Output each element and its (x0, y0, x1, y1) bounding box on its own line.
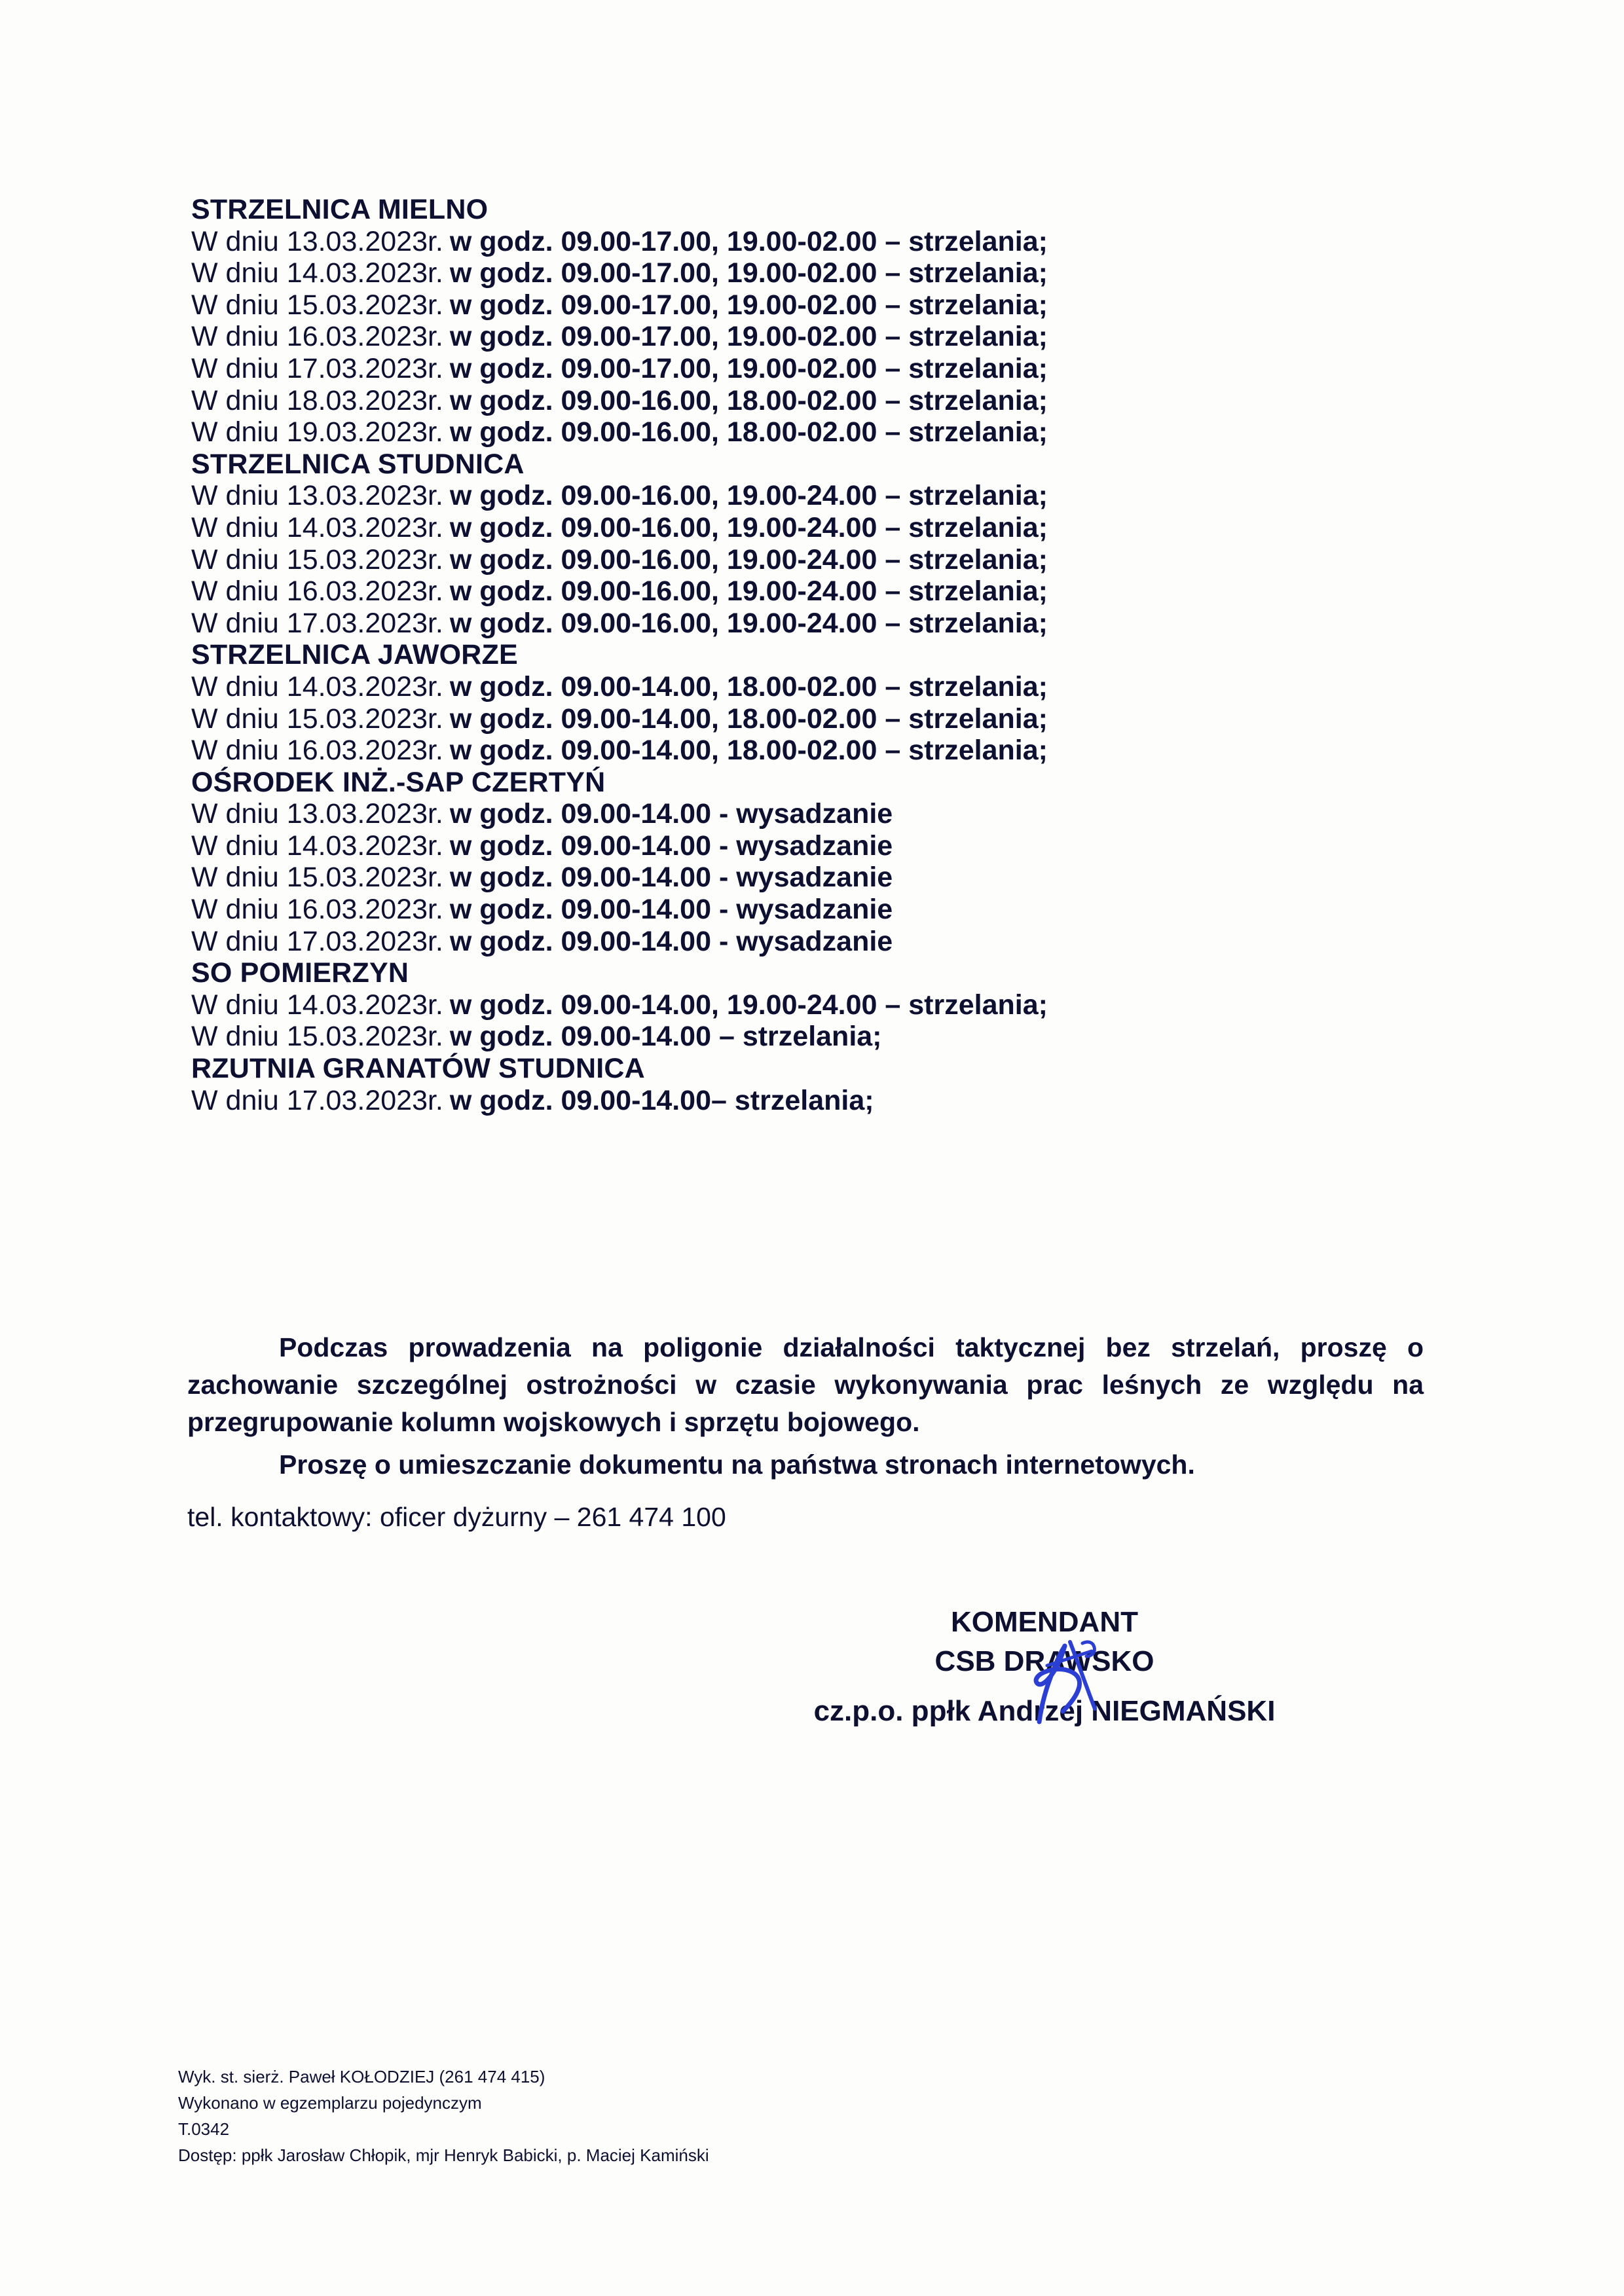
schedule-entry-detail: w godz. 09.00-16.00, 19.00-24.00 – strzelania; (449, 511, 1048, 543)
schedule-entry (191, 735, 1475, 767)
schedule-entry-detail: w godz. 09.00-14.00– strzelania; (449, 1084, 874, 1116)
schedule-entry-date: W dniu 13.03.2023r. (191, 798, 443, 830)
schedule-entry-detail: w godz. 09.00-16.00, 18.00-02.00 – strzelania; (449, 384, 1048, 416)
schedule-entry (191, 226, 1475, 258)
schedule-entry-date: W dniu 14.03.2023r. (191, 670, 443, 702)
schedule-entry (191, 512, 1475, 544)
schedule-entry-date: W dniu 14.03.2023r. (191, 257, 443, 289)
schedule-entry-date: W dniu 16.03.2023r. (191, 894, 443, 926)
schedule-entry-date: W dniu 15.03.2023r. (191, 543, 443, 575)
schedule-entry-date: W dniu 15.03.2023r. (191, 1021, 443, 1053)
schedule-entry (191, 289, 1475, 321)
schedule-entry-detail: w godz. 09.00-14.00 - wysadzanie (449, 862, 893, 894)
schedule-entry-detail: w godz. 09.00-16.00, 19.00-24.00 – strzelania; (449, 607, 1048, 639)
schedule-entry-detail: w godz. 09.00-14.00 - wysadzanie (449, 894, 893, 926)
footer-block (178, 2064, 709, 2168)
notice-block (187, 1329, 1424, 1484)
schedule-entry (191, 544, 1475, 576)
schedule-entry-date: W dniu 16.03.2023r. (191, 321, 443, 353)
schedule-entry-detail: w godz. 09.00-17.00, 19.00-02.00 – strzelania; (449, 321, 1048, 353)
schedule-entry-detail: w godz. 09.00-16.00, 19.00-24.00 – strzelania; (449, 575, 1048, 608)
schedule-entry-date: W dniu 17.03.2023r. (191, 1084, 443, 1116)
schedule-entry-date: W dniu 15.03.2023r. (191, 289, 443, 321)
schedule-entry-detail: w godz. 09.00-14.00, 18.00-02.00 – strzelania; (449, 702, 1048, 735)
schedule-section-heading: OŚRODEK INŻ.-SAP CZERTYŃ (191, 766, 606, 798)
footer-line-distribution: Dostęp: ppłk Jarosław Chłopik, mjr Henryk Babicki, p. Maciej Kamiński (178, 2145, 709, 2165)
signature-block (694, 1603, 1395, 1731)
notice-paragraph-2: Proszę o umieszczanie dokumentu na państwa stronach internetowych. (279, 1449, 1195, 1480)
schedule-entry-date: W dniu 16.03.2023r. (191, 735, 443, 767)
schedule-entry (191, 321, 1475, 353)
schedule-entry-detail: w godz. 09.00-14.00 - wysadzanie (449, 829, 893, 862)
schedule-entry-date: W dniu 13.03.2023r. (191, 480, 443, 512)
schedule-entry-detail: w godz. 09.00-17.00, 19.00-02.00 – strzelania; (449, 225, 1048, 257)
signatory-name: cz.p.o. ppłk Andrzej NIEGMAŃSKI (813, 1695, 1276, 1727)
schedule-entry (191, 671, 1475, 703)
contact-phone-line: tel. kontaktowy: oficer dyżurny – 261 474 100 (187, 1502, 726, 1532)
schedule-section-heading: RZUTNIA GRANATÓW STUDNICA (191, 1053, 645, 1085)
schedule-entry-date: W dniu 14.03.2023r. (191, 989, 443, 1021)
schedule-entry (191, 480, 1475, 512)
schedule-entry (191, 926, 1475, 958)
schedule-entry-date: W dniu 17.03.2023r. (191, 925, 443, 957)
schedule-entry-detail: w godz. 09.00-14.00, 18.00-02.00 – strzelania; (449, 670, 1048, 702)
schedule-entry (191, 894, 1475, 926)
schedule-entry (191, 830, 1475, 862)
schedule-entry-date: W dniu 15.03.2023r. (191, 702, 443, 735)
schedule-entry-date: W dniu 13.03.2023r. (191, 225, 443, 257)
footer-line-copies: Wykonano w egzemplarzu pojedynczym (178, 2093, 482, 2113)
schedule-entry (191, 385, 1475, 417)
schedule-entry-detail: w godz. 09.00-17.00, 19.00-02.00 – strzelania; (449, 289, 1048, 321)
schedule-entry (191, 703, 1475, 735)
schedule-entry-date: W dniu 16.03.2023r. (191, 575, 443, 608)
signatory-role-line-1: KOMENDANT (951, 1606, 1138, 1638)
schedule-entry (191, 1085, 1475, 1117)
signatory-role-line-2: CSB DRAWSKO (934, 1645, 1154, 1677)
schedule-entry (191, 798, 1475, 830)
schedule-entry (191, 608, 1475, 640)
schedule-section-heading: STRZELNICA JAWORZE (191, 639, 518, 671)
schedule-entry (191, 1021, 1475, 1053)
schedule-entry-detail: w godz. 09.00-14.00, 19.00-24.00 – strzelania; (449, 989, 1048, 1021)
schedule-entry-detail: w godz. 09.00-14.00 - wysadzanie (449, 925, 893, 957)
schedule-section-heading: SO POMIERZYN (191, 957, 409, 989)
schedule-entry (191, 989, 1475, 1021)
footer-line-author: Wyk. st. sierż. Paweł KOŁODZIEJ (261 474 415) (178, 2067, 545, 2086)
schedule-entry-detail: w godz. 09.00-14.00 – strzelania; (449, 1021, 882, 1053)
schedule-entry-detail: w godz. 09.00-17.00, 19.00-02.00 – strzelania; (449, 257, 1048, 289)
schedule-entry-detail: w godz. 09.00-16.00, 18.00-02.00 – strzelania; (449, 416, 1048, 448)
schedule-block (191, 194, 1475, 1116)
schedule-section-heading: STRZELNICA MIELNO (191, 194, 489, 225)
signatory-name-row (694, 1692, 1395, 1731)
schedule-entry (191, 862, 1475, 894)
schedule-entry-date: W dniu 15.03.2023r. (191, 862, 443, 894)
schedule-entry-date: W dniu 18.03.2023r. (191, 384, 443, 416)
footer-line-reference: T.0342 (178, 2119, 230, 2139)
notice-paragraph-1: Podczas prowadzenia na poligonie działalności taktycznej bez strzelań, proszę o zachowanie szczególnej ostrożności w czasie wykonywania prac leśnych ze względu na przegrupowanie kolumn wojskowych i sprzętu bojowego. (187, 1332, 1424, 1437)
schedule-entry (191, 257, 1475, 289)
schedule-entry-date: W dniu 17.03.2023r. (191, 352, 443, 384)
schedule-section-heading: STRZELNICA STUDNICA (191, 448, 525, 480)
schedule-entry-detail: w godz. 09.00-16.00, 19.00-24.00 – strzelania; (449, 543, 1048, 575)
schedule-entry-detail: w godz. 09.00-14.00, 18.00-02.00 – strzelania; (449, 735, 1048, 767)
schedule-entry-detail: w godz. 09.00-16.00, 19.00-24.00 – strzelania; (449, 480, 1048, 512)
schedule-entry-date: W dniu 17.03.2023r. (191, 607, 443, 639)
schedule-entry-detail: w godz. 09.00-17.00, 19.00-02.00 – strzelania; (449, 352, 1048, 384)
schedule-entry (191, 575, 1475, 608)
schedule-entry-date: W dniu 14.03.2023r. (191, 511, 443, 543)
schedule-entry (191, 353, 1475, 385)
schedule-entry-detail: w godz. 09.00-14.00 - wysadzanie (449, 798, 893, 830)
schedule-entry-date: W dniu 19.03.2023r. (191, 416, 443, 448)
schedule-entry (191, 416, 1475, 448)
schedule-entry-date: W dniu 14.03.2023r. (191, 829, 443, 862)
